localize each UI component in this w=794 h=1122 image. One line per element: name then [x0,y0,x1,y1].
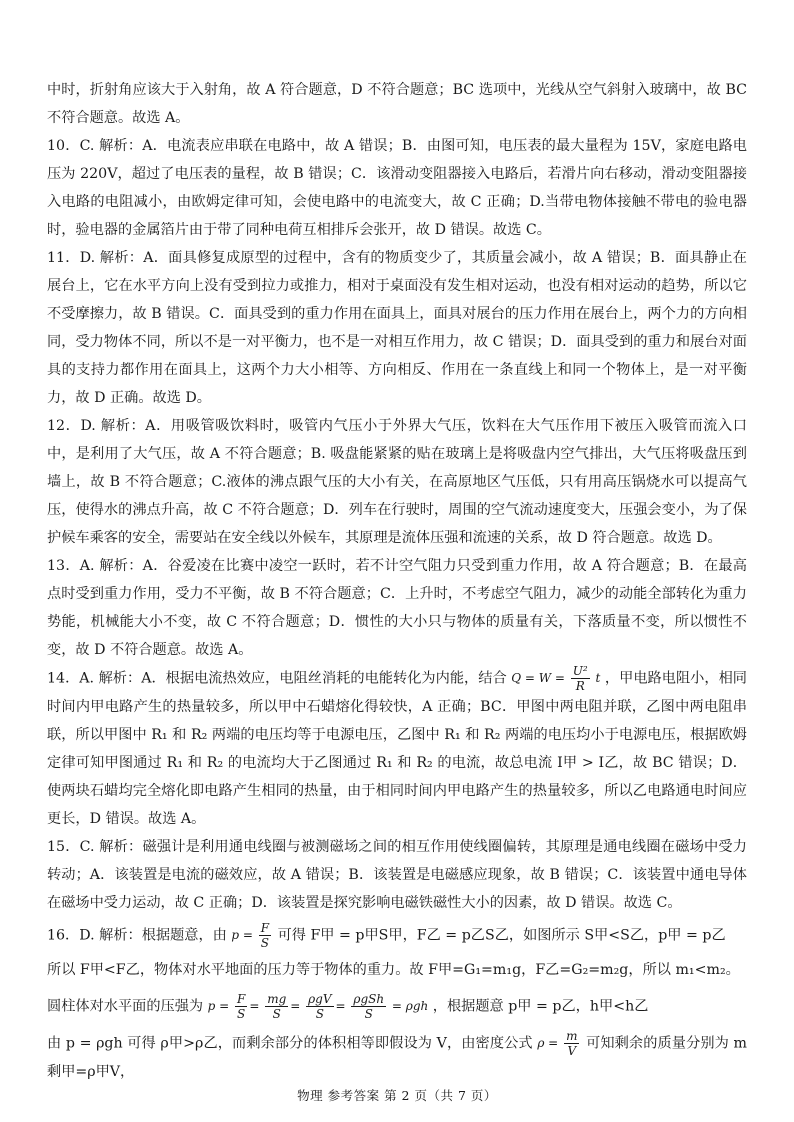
paragraph-q16-line4: 由 p = ρgh 可得 ρ甲>ρ乙，而剩余部分的体积相等即假设为 V，由密度公式 ρ = $\frac{m}{V}$ 可知剩余的质量分别为 m剩甲=ρ甲V， [47,1029,747,1080]
paragraph-q16-line3: 圆柱体对水平面的压强为 p = $\frac{F}{S}$ = $\frac{mg}{S}$ = $\frac{\text{ρgV}}{S}$ = $\frac{\text{ρgSh}}{S}$ = ρgh ，根据题意 p甲 = p乙，h甲<h乙 [47,992,649,1021]
q14-text-a: 14．A. 解析：A．根据电流热效应，电阻丝消耗的电能转化为内能，结合 [47,670,507,687]
paragraph-q15: 15．C. 解析：磁强计是利用通电线圈与被测磁场之间的相互作用使线圈偏转，其原理是通电线圈在磁场中受力转动；A．该装置是电流的磁效应，故 A 错误；B．该装置是电磁感应现象，故 B 错误；C．该装置中通电导体在磁场中受力运动，故 C 正确；D．该装置是探究影响电磁铁磁性大小的因素，故 D 错误。故选 C。 [47,839,747,911]
paragraph-q14 [47,664,747,833]
fraction: $\frac{\text{ρgV}}{S}$ [308,992,332,1021]
fraction: $\frac{F}{S}$ [260,921,270,950]
paragraph-q16-line2: 所以 F甲<F乙，物体对水平地面的压力等于物体的重力。故 F甲=G₁=m₁g，F乙=G₂=m₂g，所以 m₁<m₂。 [47,962,740,978]
paragraph-q13: 13．A. 解析：A．谷爱凌在比赛中凌空一跃时，若不计空气阻力只受到重力作用，故 A 符合题意；B．在最高点时受到重力作用，受力不平衡，故 B 不符合题意；C．上升时，不考虑空气阻力，减少的动能全部转化为重力势能，机械能大小不变，故 C 不符合题意；D．惯性的大小只与物体的质量有关，下落质量不变，所以惯性不变，故 D 不符合题意。故选 A。 [47,558,747,658]
cylinder-pressure-formula: p = $\frac{F}{S}$ = $\frac{mg}{S}$ = $\frac{\text{ρgV}}{S}$ = $\frac{\text{ρgSh}}{S}$ = ρgh [207,992,429,1021]
fraction: $\frac{F}{S}$ [236,992,246,1021]
fraction: $\frac{mg}{S}$ [267,992,287,1021]
paragraph-q10: 10．C. 解析：A．电流表应串联在电路中，故 A 错误；B．由图可知，电压表的最大量程为 15V，家庭电路电压为 220V，超过了电压表的量程，故 B 错误；C．该滑动变阻器接入电路后，若滑片向右移动，滑动变阻器接入电路的电阻减小，由欧姆定律可知，会使电路中的电流变大，故 C 正确；D.当带电物体接触不带电的验电器时，验电器的金属箔片由于带了同种电荷互相排斥会张开，故 D 错误。故选 C。 [47,138,747,238]
answer-body [47,76,747,1086]
joule-formula: Q = W = $\frac{\text{U²}}{R}$ t [511,664,601,693]
paragraph-q12: 12．D. 解析：A．用吸管吸饮料时，吸管内气压小于外界大气压，饮料在大气压作用下被压入吸管而流入口中，是利用了大气压，故 A 不符合题意；B. 吸盘能紧紧的贴在玻璃上是将吸盘内空气排出，大气压将吸盘压到墙上，故 B 不符合题意；C.液体的沸点跟气压的大小有关，在高原地区气压低，只有用高压锅烧水可以提高气压，使得水的沸点升高，故 C 不符合题意；D．列车在行驶时，周围的空气流动速度变大，压强会变小，为了保护候车乘客的安全，需要站在安全线以外候车，其原理是流体压强和流速的关系，故 D 符合题意。故选 D。 [47,418,747,546]
pressure-formula: p = $\frac{F}{S}$ [231,921,270,950]
paragraph-q9-tail: 中时，折射角应该大于入射角，故 A 符合题意，D 不符合题意；BC 选项中，光线从空气斜射入玻璃中，故 BC 不符合题意。故选 A。 [47,82,747,126]
q14-text-b: ，甲电路电阻小，相同时间内甲电路产生的热量较多，所以甲中石蜡熔化得较快，A 正确；BC．甲图中两电阻并联，乙图中两电阻串联，所以甲图中 R₁ 和 R₂ 两端的电压均等于电源电压，乙图中 R₁ 和 R₂ 两端的电压均小于电源电压，根据欧姆定律可知甲图通过 R₁ 和 R₂ 的电流均大于乙图通过 R₁ 和 R₂ 的电流，故总电流 I甲 > I乙，故 BC 错误；D．使两块石蜡均完全熔化即电路产生相同的热量，由于相同时间内甲电路产生的热量较多，所以乙电路通电时间应更长，D 错误。故选 A。 [47,670,747,827]
density-formula: ρ = $\frac{m}{V}$ [537,1029,578,1058]
paragraph-q11: 11．D. 解析：A．面具修复成原型的过程中，含有的物质变少了，其质量会减小，故 A 错误；B．面具静止在展台上，它在水平方向上没有受到拉力或推力，相对于桌面没有发生相对运动，也没有相对运动的趋势，所以它不受摩擦力，故 B 错误。C．面具受到的重力作用在面具上，面具对展台的压力作用在展台上，两个力的方向相同，受力物体不同，所以不是一对平衡力，也不是一对相互作用力，故 C 错误；D．面具受到的重力和展台对面具的支持力都作用在面具上，这两个力大小相等、方向相反、作用在一条直线上和同一个物体上，是一对平衡力，故 D 正确。故选 D。 [47,250,747,406]
fraction: $\frac{m}{V}$ [566,1029,578,1058]
page-footer: 物理 参考答案 第 2 页（共 7 页） [297,1088,497,1103]
fraction: $\frac{\text{ρgSh}}{S}$ [353,992,385,1021]
fraction: $\frac{\text{U²}}{R}$ [572,664,588,693]
paragraph-q16-line1: 16．D. 解析：根据题意，由 p = $\frac{F}{S}$ 可得 F甲 = p甲S甲，F乙 = p乙S乙，如图所示 S甲<S乙，p甲 = p乙 [47,921,726,950]
